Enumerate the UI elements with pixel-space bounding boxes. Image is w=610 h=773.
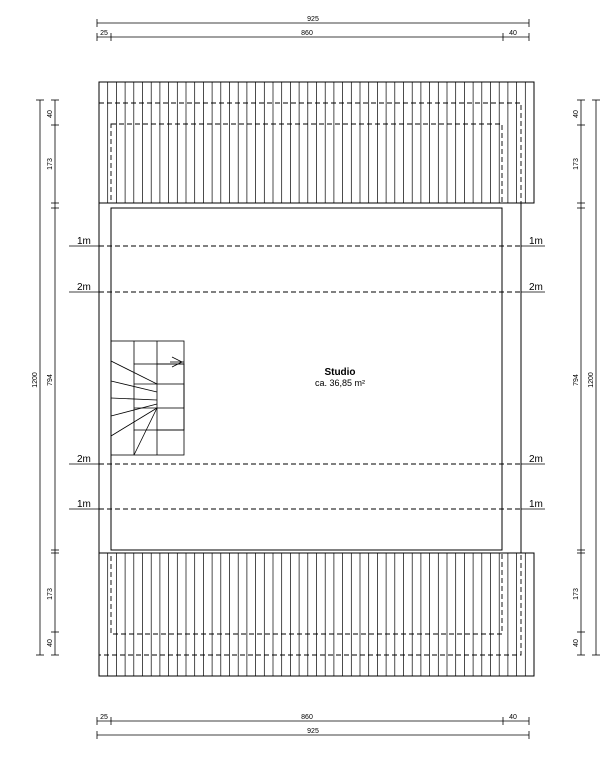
roof-top — [99, 82, 534, 203]
level-label-lower-1m-right: 1m — [529, 499, 543, 510]
room-area: ca. 36,85 m² — [314, 378, 366, 388]
dim-bottom-mid: 860 — [301, 714, 313, 721]
dim-right-d: 173 — [573, 588, 580, 600]
dim-right-e: 40 — [573, 639, 580, 647]
level-label-upper-1m-right: 1m — [529, 236, 543, 247]
dim-top-right: 40 — [509, 30, 517, 37]
roof-bottom — [99, 553, 534, 676]
dim-top-mid: 860 — [301, 30, 313, 37]
dim-left-e: 40 — [47, 639, 54, 647]
dim-right-c: 794 — [573, 374, 580, 386]
level-label-upper-2m-right: 2m — [529, 282, 543, 293]
dim-bottom-left: 25 — [100, 714, 108, 721]
dim-left-b: 173 — [47, 158, 54, 170]
dim-bottom-right: 40 — [509, 714, 517, 721]
dim-left-a: 40 — [47, 110, 54, 118]
level-label-upper-1m-left: 1m — [77, 236, 91, 247]
dim-top-left: 25 — [100, 30, 108, 37]
level-label-upper-2m-left: 2m — [77, 282, 91, 293]
dim-left-c: 794 — [47, 374, 54, 386]
dim-right-a: 40 — [573, 110, 580, 118]
staircase — [111, 341, 184, 455]
level-label-lower-2m-left: 2m — [77, 454, 91, 465]
dim-left-d: 173 — [47, 588, 54, 600]
level-label-lower-2m-right: 2m — [529, 454, 543, 465]
dim-bottom-total: 925 — [307, 728, 319, 735]
room-name: Studio — [324, 367, 356, 378]
level-label-lower-1m-left: 1m — [77, 499, 91, 510]
dim-left-total: 1200 — [32, 372, 39, 388]
outer-wall — [99, 203, 521, 553]
inner-wall — [111, 208, 502, 550]
dim-top-total: 925 — [307, 16, 319, 23]
dim-right-b: 173 — [573, 158, 580, 170]
dim-right-total: 1200 — [588, 372, 595, 388]
